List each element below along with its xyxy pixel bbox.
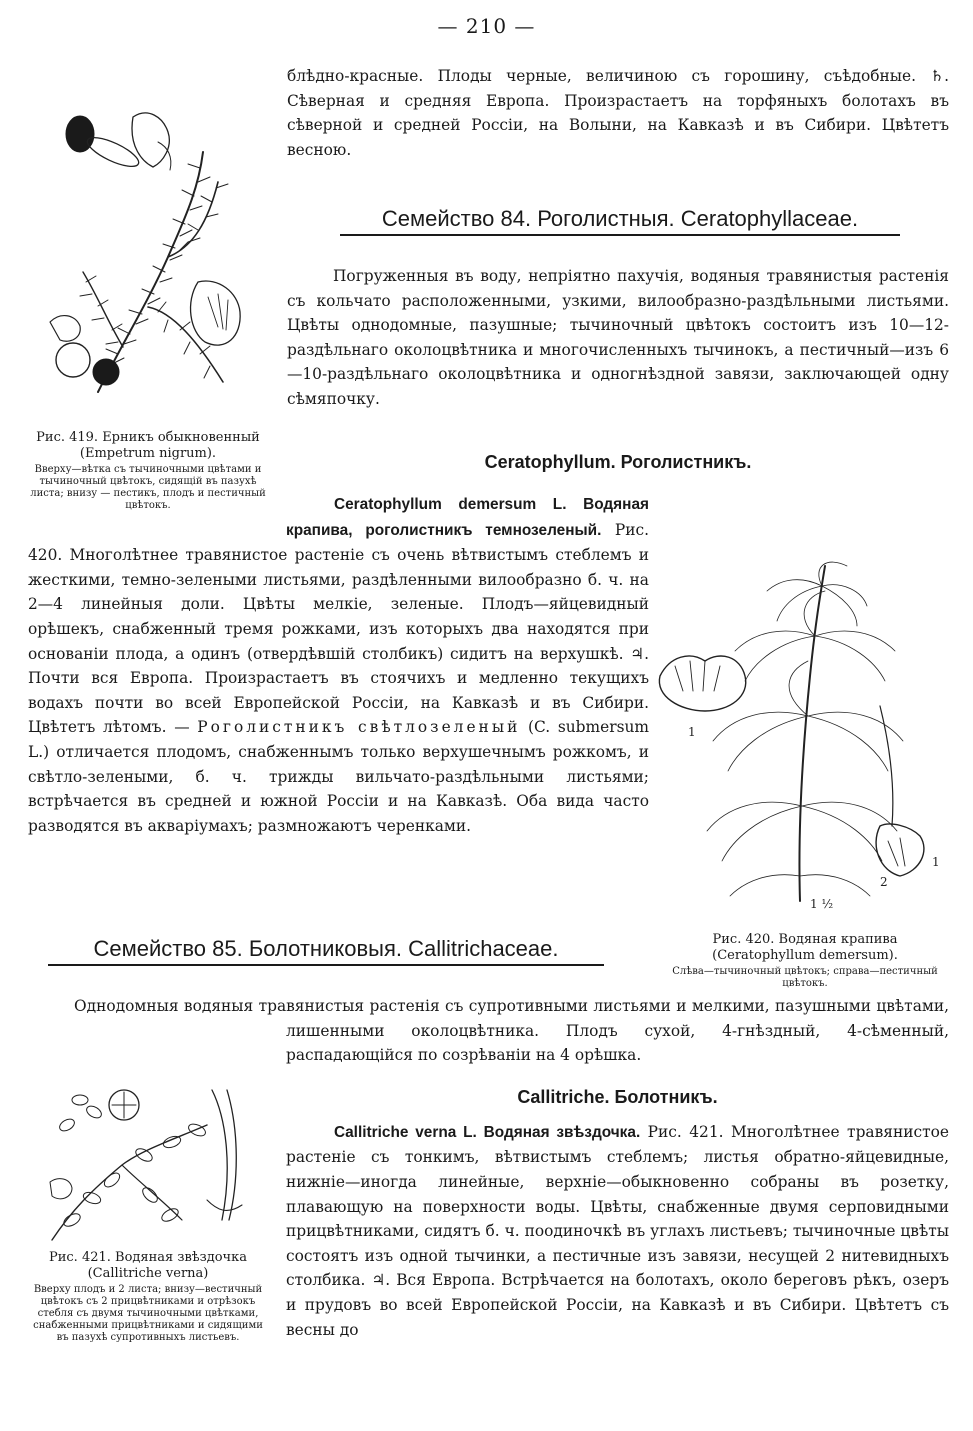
figure-419-caption-title: Рис. 419. Ерникъ обыкновенный (Empetrum nigrum).: [36, 430, 260, 461]
family-84-heading-text: Семейство 84. Роголистныя. Ceratophyllaceae.: [381, 206, 859, 231]
figure-420-caption: [660, 932, 950, 990]
figure-420-label-2: 2: [880, 875, 888, 889]
figure-421-callitriche-illustration: [32, 1070, 268, 1248]
figure-419-empetrum-illustration: [28, 82, 268, 422]
figure-419-wrap-spacer: [28, 492, 286, 543]
family-84-description: Погруженныя въ воду, непріятно пахучія, водяныя травянистыя растенія съ кольчато расположенными, узкими, вилообразно-раздѣльными листьями. Цвѣты однодомные, пазушные; тычиночный цвѣтокъ состоитъ изъ 10—12-раздѣльнаго околоцвѣтника и многочисленныхъ тычинокъ, а пестичный—изъ 6—10-раздѣльнаго околоцвѣтника и одногнѣздной завязи, заключающей одну сѣмяпочку.: [287, 267, 949, 408]
figure-419-caption-description: Вверху—вѣтка съ тычиночными цвѣтами и тычиночный цвѣтокъ, сидящій въ пазухѣ листа; внизу — пестикъ, плодъ и пестичный цвѣтокъ.: [30, 464, 266, 511]
needle-leaves: [80, 164, 228, 378]
figure-420-caption-description: Слѣва—тычиночный цвѣтокъ; справа—пестичный цвѣтокъ.: [672, 966, 938, 989]
figure-420-label-1a: 1: [688, 725, 696, 739]
figure-421-caption-description: Вверху плодъ и 2 листа; внизу—вестичный цвѣтокъ съ 2 прицвѣтниками и отрѣзокъ стебля съ двумя тычиночными цвѣтками, снабженными прицвѣтниками и сидящими въ пазухѣ супротивныхъ листьевъ.: [33, 1284, 263, 1343]
ceratophyllum-demersum-name: Ceratophyllum demersum L. Водяная крапива, роголистникъ темнозеленый.: [286, 496, 649, 539]
family-85-description: Однодомныя водяныя травянистыя растенія съ супротивными листьями и мелкими, пазушными цвѣтами, лишенными околоцвѣтника. Плодъ сухой, 4-гнѣздный, 4-сѣменный, распадающійся по созрѣваніи на 4 орѣшка.: [74, 997, 949, 1065]
figure-420-ceratophyllum-illustration: [650, 556, 950, 916]
family-84-heading: [340, 206, 900, 236]
figure-421-caption-title: Рис. 421. Водяная звѣздочка (Callitriche verna): [48, 1250, 247, 1281]
ceratophyllum-description-b: (C. submersum L.) отличается плодомъ, снабженнымъ только верхушечнымъ рожкомъ, и свѣтло-зелеными, б. ч. трижды вильчато-раздѣльными листьями; встрѣчается въ средней и южной Россіи и на Кавказѣ. Оба вида часто разводятся въ акваріумахъ; размножаютъ черенками.: [28, 718, 649, 835]
family-85-heading: [48, 936, 604, 966]
family-85-underline: [48, 964, 604, 966]
continuation-paragraph: блѣдно-красные. Плоды черные, величиною съ горошину, съѣдобные. ♄. Сѣверная и средняя Европа. Произрастаетъ на торфяныхъ болотахъ въ сѣверной и средней Россіи, на Волыни, на Кавказѣ и въ Сибири. Цвѣтетъ весною.: [287, 67, 949, 159]
figure-420-label-1-half: 1 ½: [810, 897, 834, 911]
page-number: — 210 —: [437, 14, 536, 38]
figure-420-caption-title: Рис. 420. Водяная крапива (Ceratophyllum demersum).: [712, 932, 898, 963]
ceratophyllum-description-a: Рис. 420. Многолѣтнее травянистое растеніе съ очень вѣтвистымъ стеблемъ и жесткими, темно-зелеными листьями, раздѣленными вилообразно б. ч. на 2—4 линейныя доли. Цвѣты мелкіе, зеленые. Плодъ—яйцевидный орѣшекъ, снабженный тремя рожками, изъ которыхъ два находятся при основаніи плода, а одинъ (отвердѣвшій столбикъ) сидитъ на верхушкѣ. ♃. Почти вся Европа. Произрастаетъ въ стоячихъ и медленно текущихъ водахъ почти во всей Европейской Россіи, на Кавказѣ и въ Сибири. Цвѣтетъ лѣтомъ. —: [28, 520, 649, 737]
figure-420-label-1b: 1: [932, 855, 940, 869]
genus-callitriche-heading: Callitriche. Болотникъ.: [517, 1086, 718, 1107]
callitriche-description: Рис. 421. Многолѣтнее травянистое растеніе съ тонкимъ, вѣтвистымъ стеблемъ; листья обратно-яйцевидные, нижніе—иногда линейные, верхніе—обыкновенно собраны въ розетку, плавающую на поверхности воды. Цвѣты, снабженные двумя серповидными прицвѣтниками, сидятъ б. ч. поодиночкѣ въ углахъ листьевъ; тычиночные цвѣты состоятъ изъ одной тычинки, а пестичные изъ завязи, несущей 2 нитевидныхъ столбика. ♃. Вся Европа. Встрѣчается на болотахъ, около береговъ рѣкъ, озеръ и прудовъ во всей Европейской Россіи, на Кавказѣ и въ Сибири. Цвѣтетъ съ весны до: [286, 1122, 949, 1339]
family-85-heading-text: Семейство 85. Болотниковыя. Callitrichaceae.: [93, 936, 559, 961]
genus-ceratophyllum-heading: Ceratophyllum. Роголистникъ.: [484, 452, 752, 472]
callitriche-verna-name: Callitriche verna L. Водяная звѣздочка.: [334, 1123, 641, 1141]
figure-421-caption: [28, 1250, 268, 1344]
family-84-underline: [340, 234, 900, 236]
ceratophyllum-submersum-name: Роголистникъ свѣтлозеленый: [197, 718, 521, 737]
obovate-leaves: [58, 1095, 208, 1229]
